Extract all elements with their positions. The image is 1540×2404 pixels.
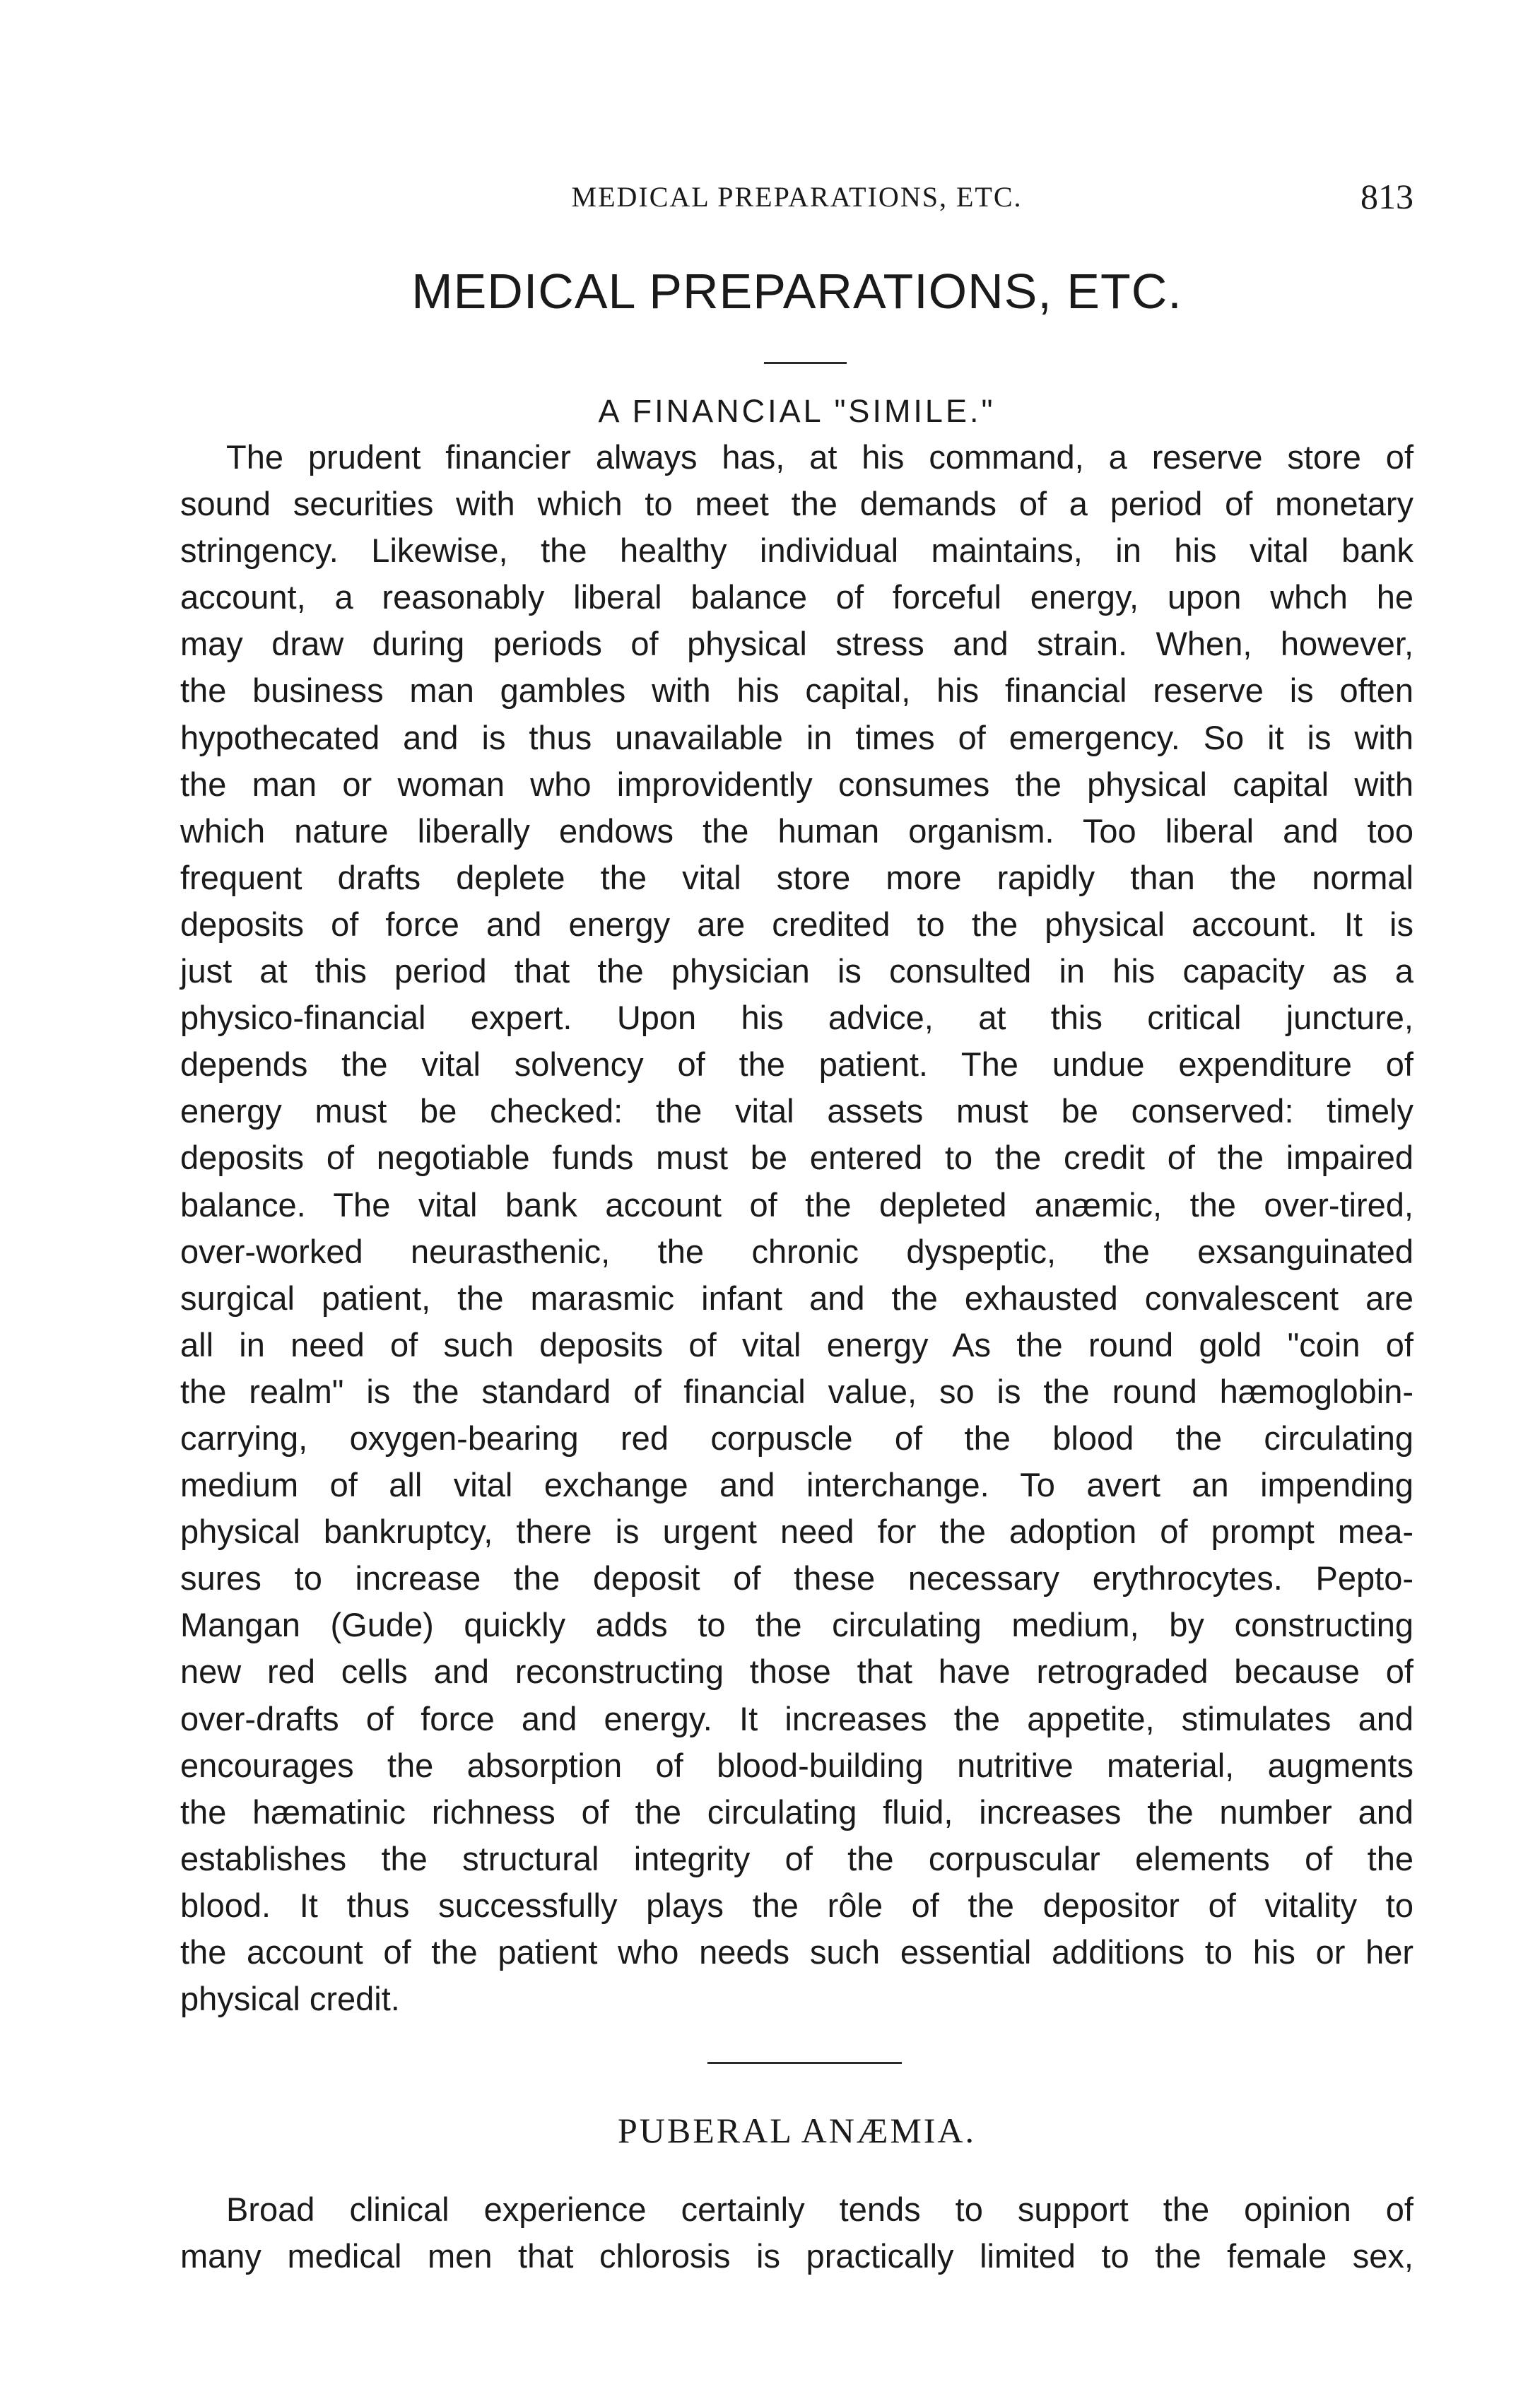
article-body-financial-simile: [180, 434, 1413, 2022]
article-title-financial-simile: A FINANCIAL "SIMILE.": [598, 393, 996, 429]
text-line: all in need of such deposits of vital energy As the round gold "coin of: [180, 1325, 1413, 1364]
text-line: just at this period that the physician is consulted in his capacity as a: [180, 952, 1413, 990]
text-line: may draw during periods of physical stress and strain. When, however,: [180, 625, 1413, 663]
text-line: the man or woman who improvidently consumes the physical capital with: [180, 765, 1413, 803]
text-line: many medical men that chlorosis is practically limited to the female sex,: [180, 2237, 1413, 2275]
text-line: the business man gambles with his capital, his financial reserve is often: [180, 672, 1413, 710]
text-line: the account of the patient who needs such essential additions to his or her: [180, 1933, 1413, 1971]
text-line: physical credit.: [180, 1980, 400, 2018]
text-line: Mangan (Gude) quickly adds to the circulating medium, by constructing: [180, 1606, 1413, 1644]
text-line: blood. It thus successfully plays the rôle of the depositor of vitality to: [180, 1886, 1413, 1924]
section-title: MEDICAL PREPARATIONS, ETC.: [411, 264, 1182, 319]
text-line: physico-financial expert. Upon his advice, at this critical juncture,: [180, 999, 1413, 1037]
section-divider: [707, 2062, 902, 2064]
text-line: new red cells and reconstructing those that have retrograded because of: [180, 1653, 1413, 1691]
text-line: the realm" is the standard of financial value, so is the round hæmoglobin-: [180, 1372, 1413, 1410]
page-number: 813: [1360, 177, 1413, 216]
text-line: encourages the absorption of blood-building nutritive material, augments: [180, 1746, 1413, 1784]
text-line: sound securities with which to meet the demands of a period of monetary: [180, 485, 1413, 523]
text-line: stringency. Likewise, the healthy individual maintains, in his vital bank: [180, 532, 1413, 570]
article-body-puberal-anaemia: [180, 2186, 1413, 2280]
text-line: sures to increase the deposit of these necessary erythrocytes. Pepto-: [180, 1559, 1413, 1597]
text-line: account, a reasonably liberal balance of forceful energy, upon whch he: [180, 578, 1413, 616]
text-line: medium of all vital exchange and interchange. To avert an impending: [180, 1466, 1413, 1504]
article-title-puberal-anaemia: PUBERAL ANÆMIA.: [617, 2111, 977, 2150]
text-line: deposits of negotiable funds must be entered to the credit of the impaired: [180, 1139, 1413, 1177]
text-line: carrying, oxygen-bearing red corpuscle of the blood the circulating: [180, 1419, 1413, 1457]
text-line: frequent drafts deplete the vital store more rapidly than the normal: [180, 858, 1413, 896]
text-line: which nature liberally endows the human organism. Too liberal and too: [180, 811, 1413, 850]
running-title: MEDICAL PREPARATIONS, ETC.: [571, 181, 1023, 213]
text-line: over-drafts of force and energy. It increases the appetite, stimulates and: [180, 1699, 1413, 1737]
text-line: energy must be checked: the vital assets must be conserved: timely: [180, 1092, 1413, 1130]
text-line: balance. The vital bank account of the depleted anæmic, the over-tired,: [180, 1185, 1413, 1224]
text-line: over-worked neurasthenic, the chronic dyspeptic, the exsanguinated: [180, 1232, 1413, 1270]
text-line: Broad clinical experience certainly tends to support the opinion of: [226, 2191, 1413, 2228]
text-line: establishes the structural integrity of the corpuscular elements of the: [180, 1839, 1413, 1877]
text-line: surgical patient, the marasmic infant and the exhausted convalescent are: [180, 1279, 1413, 1317]
text-line: the hæmatinic richness of the circulating fluid, increases the number and: [180, 1793, 1413, 1831]
text-line: hypothecated and is thus unavailable in times of emergency. So it is with: [180, 718, 1413, 756]
running-head: [180, 177, 1413, 230]
text-line: physical bankruptcy, there is urgent need for the adoption of prompt mea-: [180, 1513, 1413, 1551]
text-line: deposits of force and energy are credited to the physical account. It is: [180, 905, 1413, 943]
text-line: depends the vital solvency of the patient. The undue expenditure of: [180, 1045, 1413, 1084]
title-divider: [764, 362, 847, 364]
text-line: The prudent financier always has, at his command, a reserve store of: [226, 438, 1413, 476]
